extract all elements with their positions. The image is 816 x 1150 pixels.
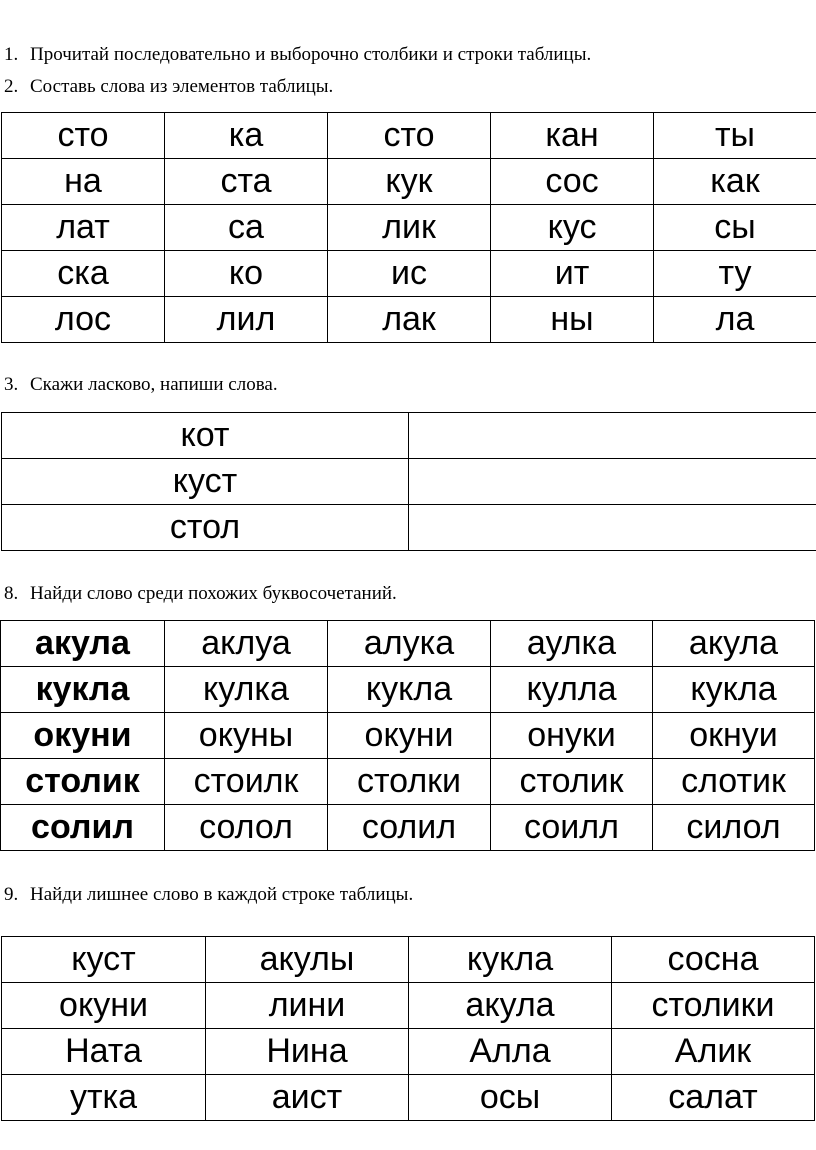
- table-cell: окнуи: [653, 713, 815, 759]
- table-cell: ста: [165, 159, 328, 205]
- table-cell: солол: [165, 805, 328, 851]
- instruction-2: [0, 76, 333, 98]
- instruction-text: Скажи ласково, напиши слова.: [30, 374, 278, 395]
- table-row: [2, 159, 816, 205]
- table-cell: столики: [612, 983, 815, 1029]
- table-cell: куст: [2, 459, 409, 505]
- table-cell: окуни: [2, 983, 206, 1029]
- table-cell: Ната: [2, 1029, 206, 1075]
- instruction-1: [0, 44, 591, 66]
- table-cell: сосна: [612, 937, 815, 983]
- table-cell: акулы: [206, 937, 409, 983]
- find-word-table-body: [1, 621, 815, 851]
- table-row: [2, 1075, 815, 1121]
- instruction-text: Найди лишнее слово в каждой строке таблицы.: [30, 884, 414, 905]
- table-cell: аклуа: [165, 621, 328, 667]
- table-cell: Алла: [409, 1029, 612, 1075]
- table-cell: столик: [491, 759, 653, 805]
- table-cell: [409, 505, 816, 551]
- table-cell: ты: [654, 113, 816, 159]
- table-cell: ка: [165, 113, 328, 159]
- table-row: [2, 1029, 815, 1075]
- table-cell: кукла: [1, 667, 165, 713]
- table-row: [1, 805, 815, 851]
- table-cell: кулла: [491, 667, 653, 713]
- table-cell: кан: [491, 113, 654, 159]
- diminutive-table: [1, 412, 816, 551]
- table-cell: лини: [206, 983, 409, 1029]
- instruction-text: Прочитай последовательно и выборочно столбики и строки таблицы.: [30, 44, 592, 65]
- table-cell: акула: [653, 621, 815, 667]
- table-cell: аулка: [491, 621, 653, 667]
- table-cell: ла: [654, 297, 816, 343]
- table-row: [2, 983, 815, 1029]
- table-cell: кукла: [653, 667, 815, 713]
- table-cell: столки: [328, 759, 491, 805]
- diminutive-table-body: [2, 413, 816, 551]
- table-cell: лат: [2, 205, 165, 251]
- table-cell: кукла: [328, 667, 491, 713]
- syllables-table-body: [2, 113, 816, 343]
- table-cell: окуни: [1, 713, 165, 759]
- table-cell: как: [654, 159, 816, 205]
- instruction-text: Найди слово среди похожих буквосочетаний.: [30, 583, 397, 604]
- table-cell: солил: [328, 805, 491, 851]
- table-cell: силол: [653, 805, 815, 851]
- table-cell: окуни: [328, 713, 491, 759]
- find-word-table: [0, 620, 815, 851]
- table-cell: кук: [328, 159, 491, 205]
- table-cell: стоилк: [165, 759, 328, 805]
- table-cell: сос: [491, 159, 654, 205]
- table-row: [2, 251, 816, 297]
- table-cell: ска: [2, 251, 165, 297]
- instruction-number: 2.: [4, 76, 19, 97]
- table-row: [1, 759, 815, 805]
- table-cell: осы: [409, 1075, 612, 1121]
- table-cell: ит: [491, 251, 654, 297]
- table-cell: слотик: [653, 759, 815, 805]
- table-cell: ту: [654, 251, 816, 297]
- table-cell: кукла: [409, 937, 612, 983]
- table-row: [2, 505, 816, 551]
- table-cell: утка: [2, 1075, 206, 1121]
- table-cell: ис: [328, 251, 491, 297]
- table-cell: солил: [1, 805, 165, 851]
- table-cell: сто: [2, 113, 165, 159]
- instruction-9: [0, 884, 413, 906]
- table-cell: лил: [165, 297, 328, 343]
- table-row: [2, 297, 816, 343]
- table-cell: кулка: [165, 667, 328, 713]
- table-cell: кот: [2, 413, 409, 459]
- table-row: [1, 667, 815, 713]
- table-row: [2, 205, 816, 251]
- table-row: [2, 937, 815, 983]
- table-cell: [409, 413, 816, 459]
- table-cell: онуки: [491, 713, 653, 759]
- table-cell: салат: [612, 1075, 815, 1121]
- table-cell: столик: [1, 759, 165, 805]
- instruction-8: [0, 583, 397, 605]
- table-cell: акула: [409, 983, 612, 1029]
- table-row: [2, 113, 816, 159]
- instruction-number: 9.: [4, 884, 19, 905]
- table-row: [2, 459, 816, 505]
- table-cell: соилл: [491, 805, 653, 851]
- table-cell: лик: [328, 205, 491, 251]
- instruction-3: [0, 374, 278, 396]
- table-cell: куст: [2, 937, 206, 983]
- table-cell: ко: [165, 251, 328, 297]
- table-cell: сто: [328, 113, 491, 159]
- table-cell: ны: [491, 297, 654, 343]
- table-cell: лос: [2, 297, 165, 343]
- odd-word-table-body: [2, 937, 815, 1121]
- table-cell: стол: [2, 505, 409, 551]
- table-cell: лак: [328, 297, 491, 343]
- table-cell: алука: [328, 621, 491, 667]
- table-cell: Алик: [612, 1029, 815, 1075]
- instruction-number: 3.: [4, 374, 19, 395]
- syllables-table: [1, 112, 816, 343]
- table-cell: акула: [1, 621, 165, 667]
- table-cell: сы: [654, 205, 816, 251]
- odd-word-table: [1, 936, 815, 1121]
- instruction-number: 8.: [4, 583, 19, 604]
- table-cell: кус: [491, 205, 654, 251]
- instruction-number: 1.: [4, 44, 19, 65]
- table-row: [1, 713, 815, 759]
- table-cell: са: [165, 205, 328, 251]
- table-cell: [409, 459, 816, 505]
- instruction-text: Составь слова из элементов таблицы.: [30, 76, 334, 97]
- table-cell: на: [2, 159, 165, 205]
- table-cell: Нина: [206, 1029, 409, 1075]
- table-cell: аист: [206, 1075, 409, 1121]
- table-row: [2, 413, 816, 459]
- table-row: [1, 621, 815, 667]
- table-cell: окуны: [165, 713, 328, 759]
